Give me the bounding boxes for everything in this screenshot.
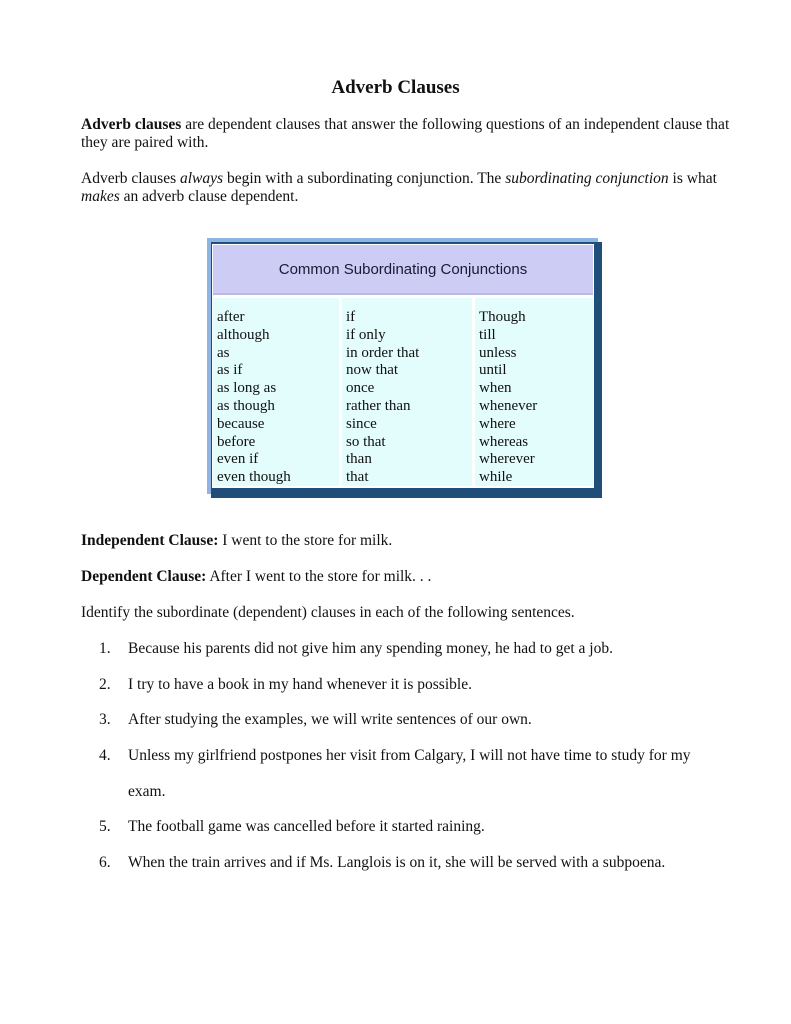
table-column-2: [342, 298, 472, 486]
conjunction-item: till: [479, 326, 496, 343]
independent-label: Independent Clause:: [81, 532, 219, 549]
conjunction-item: while: [479, 469, 513, 486]
conjunction-item: Though: [479, 309, 526, 325]
conjunction-item: since: [346, 415, 377, 432]
dependent-text: After I went to the store for milk. . .: [206, 568, 432, 585]
table-column-3: [475, 298, 593, 486]
rule-sub-conj: subordinating conjunction: [505, 170, 669, 187]
table-frame: [212, 244, 594, 488]
conjunction-item: as though: [217, 397, 275, 414]
conjunction-item: so that: [346, 433, 386, 450]
conjunction-item: now that: [346, 362, 399, 379]
exercise-number: 2.: [99, 676, 111, 693]
conjunction-item: if only: [346, 326, 386, 343]
conjunction-item: than: [346, 451, 372, 468]
rule-makes: makes: [81, 188, 120, 205]
conjunction-item: rather than: [346, 397, 411, 414]
conjunction-item: even though: [217, 469, 291, 486]
exercise-text: Because his parents did not give him any spending money, he had to get a job.: [128, 640, 613, 657]
conjunction-item: because: [217, 415, 265, 432]
rule-paragraph: [81, 170, 731, 206]
intro-text: are dependent clauses that answer the following questions of an independent clause that they are paired with.: [81, 116, 730, 151]
conjunction-item: although: [217, 326, 270, 343]
independent-text: I went to the store for milk.: [218, 532, 393, 549]
exercise-number: 6.: [99, 854, 111, 871]
dependent-clause-example: [81, 568, 731, 586]
rule-part4: an adverb clause dependent.: [119, 188, 299, 205]
table-header: Common Subordinating Conjunctions: [213, 245, 593, 295]
conjunction-item: in order that: [346, 344, 420, 361]
conjunction-table: [207, 238, 598, 494]
conjunction-item: if: [346, 309, 356, 325]
conjunction-item: wherever: [479, 451, 535, 468]
conjunction-item: until: [479, 362, 507, 379]
table-body: [213, 298, 593, 486]
conjunction-item: that: [346, 469, 369, 486]
rule-part1: Adverb clauses: [81, 170, 180, 187]
exercise-number: 4.: [99, 747, 111, 764]
exercise-number: 3.: [99, 711, 111, 728]
intro-term: Adverb clauses: [81, 116, 182, 133]
conjunction-item: after: [217, 309, 245, 325]
conjunction-item: when: [479, 380, 512, 397]
conjunction-item: as long as: [217, 380, 277, 397]
exercise-number: 5.: [99, 818, 111, 835]
rule-part2: begin with a subordinating conjunction. The: [223, 170, 506, 187]
exercise-text: When the train arrives and if Ms. Langlois is on it, she will be served with a subpoena.: [128, 854, 666, 871]
conjunction-item: where: [479, 415, 516, 432]
dependent-label: Dependent Clause:: [81, 568, 207, 585]
rule-always: always: [180, 170, 224, 187]
instruction: Identify the subordinate (dependent) clauses in each of the following sentences.: [81, 604, 575, 621]
exercise-number: 1.: [99, 640, 111, 657]
table-column-1: [213, 298, 339, 486]
intro-paragraph: [81, 116, 731, 152]
conjunction-item: whereas: [479, 433, 529, 450]
conjunction-item: whenever: [479, 397, 538, 414]
conjunction-item: once: [346, 380, 375, 397]
exercise-text: The football game was cancelled before it started raining.: [128, 818, 485, 835]
conjunction-item: even if: [217, 451, 259, 468]
conjunction-item: unless: [479, 344, 517, 361]
exercise-text: After studying the examples, we will write sentences of our own.: [128, 711, 532, 728]
conjunction-item: before: [217, 433, 256, 450]
exercise-4-continuation: exam.: [128, 783, 166, 800]
exercise-text: Unless my girlfriend postpones her visit from Calgary, I will not have time to study for my: [128, 747, 691, 764]
rule-part3: is what: [668, 170, 717, 187]
page-title: Adverb Clauses: [331, 77, 460, 98]
conjunction-item: as if: [217, 362, 243, 379]
conjunction-item: as: [217, 344, 230, 361]
independent-clause-example: [81, 532, 731, 550]
exercise-text: I try to have a book in my hand whenever it is possible.: [128, 676, 472, 693]
